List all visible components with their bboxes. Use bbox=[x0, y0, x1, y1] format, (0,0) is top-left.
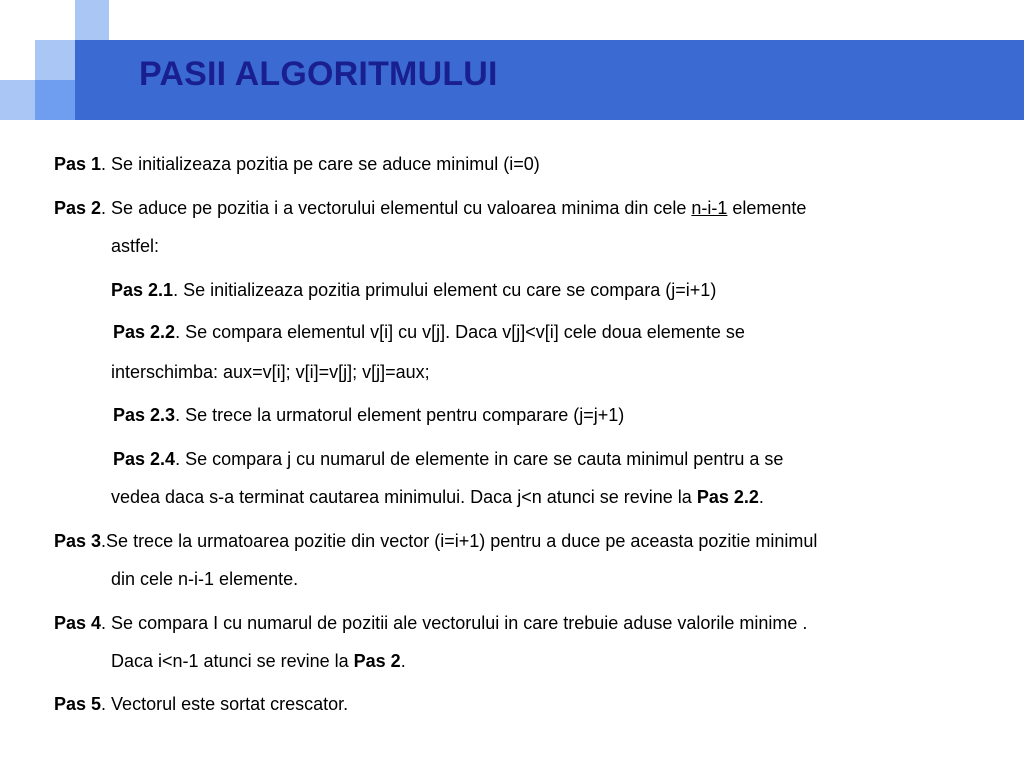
step-reference: Pas 2.2 bbox=[696, 487, 759, 507]
step-3-continuation: din cele n-i-1 elemente. bbox=[111, 569, 299, 589]
step-label: Pas 2.3 bbox=[113, 405, 176, 425]
step-text: . Se compara j cu numarul de elemente in care se cauta minimul pentru a se bbox=[175, 449, 784, 469]
step-text: elemente bbox=[727, 198, 807, 218]
step-label: Pas 1 bbox=[54, 154, 102, 174]
step-2-4 bbox=[113, 449, 783, 470]
step-2-continuation: astfel: bbox=[111, 236, 160, 256]
step-2-2-continuation: interschimba: aux=v[i]; v[i]=v[j]; v[j]=aux; bbox=[111, 362, 430, 382]
step-label: Pas 4 bbox=[54, 613, 102, 633]
step-5 bbox=[54, 694, 348, 715]
step-1 bbox=[54, 154, 540, 175]
slide-title: PASII ALGORITMULUI bbox=[139, 55, 498, 93]
step-text: . Se initializeaza pozitia pe care se aduce minimul (i=0) bbox=[101, 154, 540, 174]
step-reference: Pas 2 bbox=[353, 651, 401, 671]
step-label: Pas 3 bbox=[54, 531, 102, 551]
step-text: . Se compara elementul v[i] cu v[j]. Daca v[j]<v[i] cele doua elemente se bbox=[175, 322, 745, 342]
step-label: Pas 2.4 bbox=[113, 449, 176, 469]
step-text: . bbox=[758, 487, 764, 507]
step-text: . bbox=[400, 651, 406, 671]
step-text: Daca i<n-1 atunci se revine la bbox=[111, 651, 354, 671]
step-text: . Se initializeaza pozitia primului element cu care se compara (j=i+1) bbox=[173, 280, 717, 300]
step-2 bbox=[54, 198, 806, 219]
step-4 bbox=[54, 613, 807, 634]
step-label: Pas 2.2 bbox=[113, 322, 176, 342]
step-2-2 bbox=[113, 322, 745, 343]
step-text: .Se trece la urmatoarea pozitie din vector (i=i+1) pentru a duce pe aceasta pozitie minimul bbox=[101, 531, 818, 551]
step-text: . Vectorul este sortat crescator. bbox=[101, 694, 349, 714]
step-label: Pas 2.1 bbox=[111, 280, 174, 300]
underlined-term: n-i-1 bbox=[691, 198, 728, 218]
step-2-4-continuation bbox=[111, 487, 764, 508]
step-2-3 bbox=[113, 405, 624, 426]
step-2-1 bbox=[111, 280, 716, 301]
step-3 bbox=[54, 531, 817, 552]
step-text: vedea daca s-a terminat cautarea minimului. Daca j<n atunci se revine la bbox=[111, 487, 697, 507]
step-label: Pas 2 bbox=[54, 198, 102, 218]
step-4-continuation bbox=[111, 651, 406, 672]
step-label: Pas 5 bbox=[54, 694, 102, 714]
step-text: . Se trece la urmatorul element pentru comparare (j=j+1) bbox=[175, 405, 625, 425]
step-text: . Se aduce pe pozitia i a vectorului elementul cu valoarea minima din cele bbox=[101, 198, 692, 218]
step-text: . Se compara I cu numarul de pozitii ale vectorului in care trebuie aduse valorile minime . bbox=[101, 613, 808, 633]
